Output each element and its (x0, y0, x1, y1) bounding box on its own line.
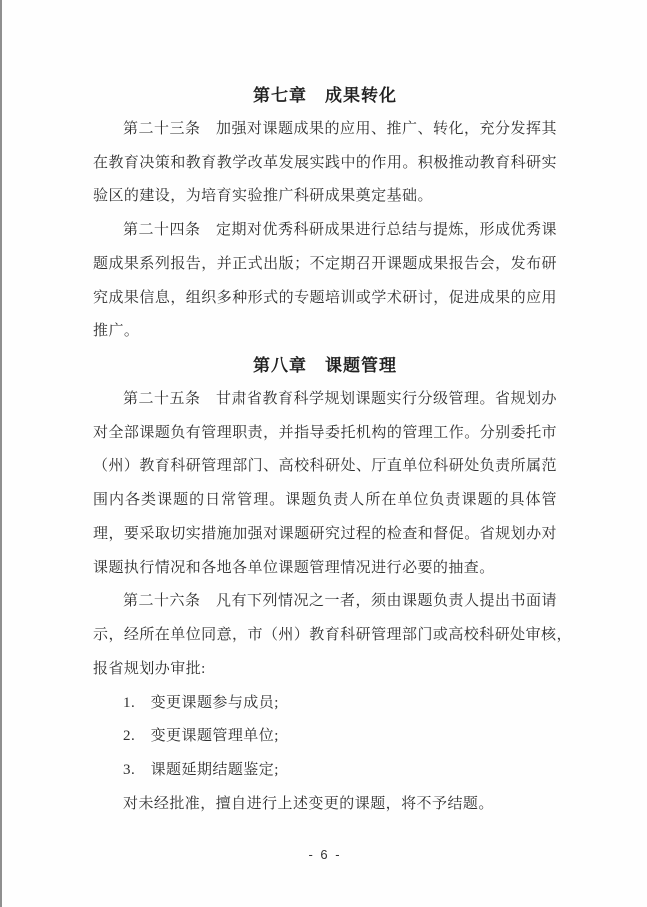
closing-statement: 对未经批准，擅自进行上述变更的课题，将不予结题。 (123, 795, 494, 812)
scan-edge-artifact (0, 0, 2, 907)
article-26-line: 报省规划办审批: (93, 660, 206, 677)
article-25-line: 理，要采取切实措施加强对课题研究过程的检查和督促。省规划办对 (93, 525, 557, 542)
article-23-line: 第二十三条 加强对课题成果的应用、推广、转化，充分发挥其 (123, 120, 557, 137)
article-25-line: 对全部课题负有管理职责，并指导委托机构的管理工作。分别委托市 (93, 424, 557, 441)
article-25-line: 围内各类课题的日常管理。课题负责人所在单位负责课题的具体管 (93, 492, 557, 508)
article-24-line: 题成果系列报告，并正式出版；不定期召开课题成果报告会，发布研 (93, 255, 557, 272)
article-26-paragraph (93, 585, 572, 686)
article-24-line: 究成果信息，组织多种形式的专题培训或学术研讨，促进成果的应用 (93, 289, 557, 306)
article-25-paragraph (93, 383, 557, 586)
list-item: 3. 课题延期结题鉴定; (123, 762, 279, 778)
article-26-line: 示，经所在单位同意，市（州）教育科研管理部门或高校科研处审核， (93, 627, 572, 643)
article-24-line: 推广。 (93, 323, 140, 340)
article-24-line: 第二十四条 定期对优秀科研成果进行总结与提炼，形成优秀课 (123, 222, 557, 238)
article-25-line: 课题执行情况和各地各单位课题管理情况进行必要的抽查。 (93, 559, 495, 576)
numbered-list (93, 687, 557, 788)
article-25-line: 第二十五条 甘肃省教育科学规划课题实行分级管理。省规划办 (123, 390, 557, 407)
list-item: 2. 变更课题管理单位; (123, 728, 279, 745)
article-23-line: 在教育决策和教育教学改革发展实践中的作用。积极推动教育科研实 (93, 154, 557, 171)
article-24-paragraph (93, 214, 557, 349)
chapter-8-heading: 第八章 课题管理 (253, 356, 397, 375)
list-item: 1. 变更课题参与成员; (123, 694, 279, 711)
article-25-line: （州）教育科研管理部门、高校科研处、厅直单位科研处负责所属范 (93, 458, 557, 475)
article-23-paragraph (93, 113, 557, 214)
article-26-line: 第二十六条 凡有下列情况之一者，须由课题负责人提出书面请 (123, 593, 557, 610)
article-23-line: 验区的建设，为培育实验推广科研成果奠定基础。 (93, 188, 433, 205)
chapter-7-heading: 第七章 成果转化 (253, 86, 397, 105)
page-number: - 6 - (308, 846, 342, 862)
